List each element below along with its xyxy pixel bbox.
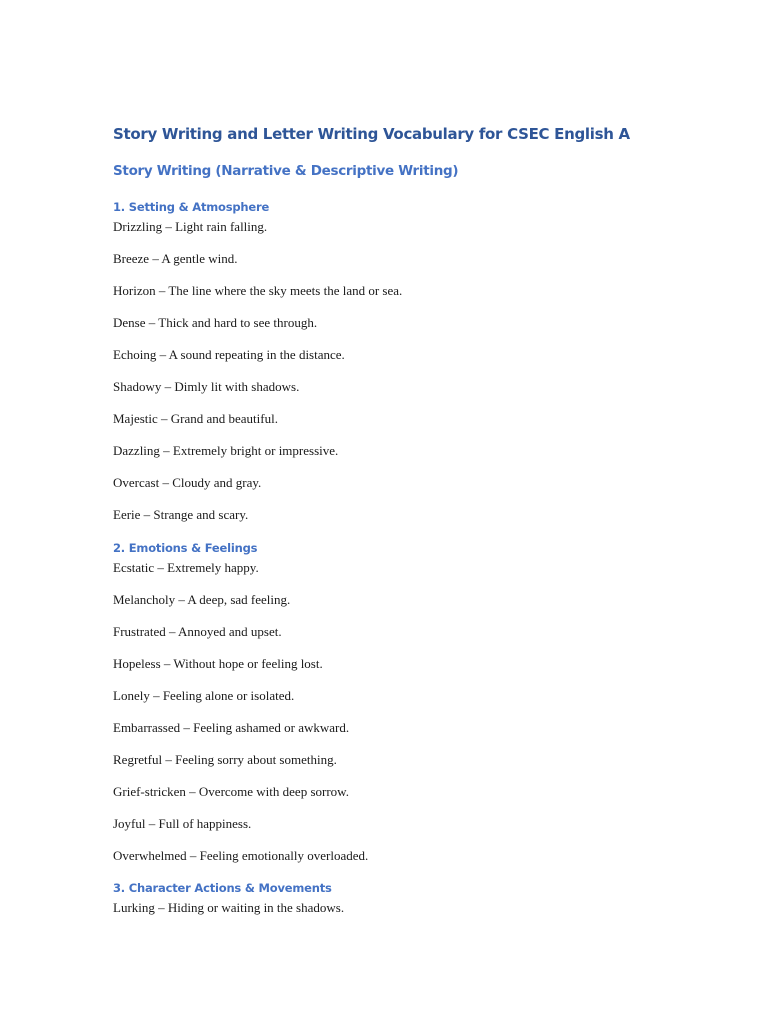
vocab-entry: Embarrassed – Feeling ashamed or awkward. xyxy=(113,720,350,735)
vocab-entry: Grief-stricken – Overcome with deep sorrow. xyxy=(113,784,349,799)
vocab-entry: Horizon – The line where the sky meets the land or sea. xyxy=(113,283,403,298)
vocab-entry: Overcast – Cloudy and gray. xyxy=(113,475,262,490)
vocab-entry: Lonely – Feeling alone or isolated. xyxy=(113,688,295,703)
vocab-entry: Overwhelmed – Feeling emotionally overloaded. xyxy=(113,848,369,863)
document-title: Story Writing and Letter Writing Vocabulary for CSEC English A xyxy=(113,125,630,143)
vocab-entry: Lurking – Hiding or waiting in the shadows. xyxy=(113,900,345,915)
vocab-entry: Breeze – A gentle wind. xyxy=(113,251,238,266)
section-heading-actions: 3. Character Actions & Movements xyxy=(113,881,332,895)
vocab-entry: Hopeless – Without hope or feeling lost. xyxy=(113,656,323,671)
vocab-entry: Echoing – A sound repeating in the distance. xyxy=(113,347,345,362)
vocab-entry: Eerie – Strange and scary. xyxy=(113,507,249,522)
vocab-entry: Majestic – Grand and beautiful. xyxy=(113,411,278,426)
section-heading-emotions: 2. Emotions & Feelings xyxy=(113,541,258,555)
vocab-entry: Dense – Thick and hard to see through. xyxy=(113,315,318,330)
document-subtitle: Story Writing (Narrative & Descriptive Writing) xyxy=(113,163,459,179)
vocab-entry: Ecstatic – Extremely happy. xyxy=(113,560,259,575)
vocab-entry: Shadowy – Dimly lit with shadows. xyxy=(113,379,300,394)
vocab-entry: Melancholy – A deep, sad feeling. xyxy=(113,592,291,607)
section-heading-setting: 1. Setting & Atmosphere xyxy=(113,200,270,214)
vocab-entry: Dazzling – Extremely bright or impressive. xyxy=(113,443,339,458)
vocab-entry: Frustrated – Annoyed and upset. xyxy=(113,624,282,639)
vocab-entry: Drizzling – Light rain falling. xyxy=(113,219,268,234)
vocab-entry: Regretful – Feeling sorry about something. xyxy=(113,752,337,767)
vocab-entry: Joyful – Full of happiness. xyxy=(113,816,252,831)
